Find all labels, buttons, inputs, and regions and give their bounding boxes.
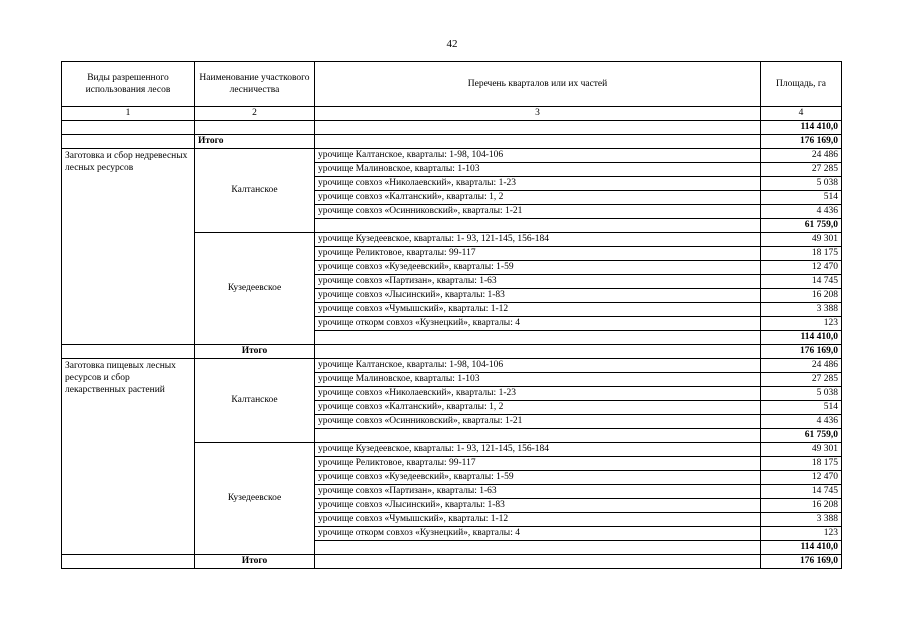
quarters-cell: урочище совхоз «Калтанский», кварталы: 1, 2 [315,401,761,415]
carry-total-row [62,121,842,135]
empty-cell [315,541,761,555]
column-number: 2 [195,107,315,121]
quarters-cell: урочище совхоз «Осинниковский», кварталы: 1-21 [315,415,761,429]
quarters-cell: урочище совхоз «Лысинский», кварталы: 1-83 [315,499,761,513]
area-cell: 123 [761,527,842,541]
itogo-row [62,345,842,359]
subtotal-value: 114 410,0 [761,541,842,555]
empty-cell [62,121,195,135]
empty-cell [315,429,761,443]
quarters-cell: урочище Кузедеевское, кварталы: 1- 93, 121-145, 156-184 [315,233,761,247]
quarters-cell: урочище совхоз «Чумышский», кварталы: 1-12 [315,303,761,317]
area-cell: 4 436 [761,415,842,429]
empty-cell [315,331,761,345]
quarters-cell: урочище Кузедеевское, кварталы: 1- 93, 121-145, 156-184 [315,443,761,457]
itogo-value: 176 169,0 [761,555,842,569]
forest-use-table [61,61,842,569]
area-cell: 24 486 [761,359,842,373]
district-cell: Калтанское [195,149,315,233]
area-cell: 5 038 [761,387,842,401]
area-cell: 123 [761,317,842,331]
quarters-cell: урочище совхоз «Партизан», кварталы: 1-63 [315,485,761,499]
empty-cell [315,555,761,569]
area-cell: 12 470 [761,261,842,275]
area-cell: 16 208 [761,289,842,303]
quarters-cell: урочище Реликтовое, кварталы: 99-117 [315,247,761,261]
use-type-cell: Заготовка пищевых лесных ресурсов и сбор лекарственных растений [62,359,195,555]
empty-cell [62,555,195,569]
empty-cell [315,121,761,135]
area-cell: 24 486 [761,149,842,163]
district-cell: Кузедеевское [195,443,315,555]
page-number: 42 [446,38,458,50]
empty-cell [315,219,761,233]
quarters-cell: урочище откорм совхоз «Кузнецкий», кварталы: 4 [315,317,761,331]
quarters-cell: урочище совхоз «Осинниковский», кварталы: 1-21 [315,205,761,219]
quarters-cell: урочище совхоз «Чумышский», кварталы: 1-12 [315,513,761,527]
table-row [62,149,842,163]
area-cell: 18 175 [761,247,842,261]
column-number: 1 [62,107,195,121]
area-cell: 12 470 [761,471,842,485]
subtotal-value: 61 759,0 [761,429,842,443]
empty-cell [195,121,315,135]
district-cell: Кузедеевское [195,233,315,345]
table-row [62,359,842,373]
subtotal-value: 114 410,0 [761,331,842,345]
table-body [62,62,842,569]
header-area: Площадь, га [761,62,842,107]
subtotal-value: 61 759,0 [761,219,842,233]
area-cell: 514 [761,401,842,415]
header-district: Наименование участкового лесничества [195,62,315,107]
itogo-value: 176 169,0 [761,135,842,149]
area-cell: 14 745 [761,275,842,289]
district-cell: Калтанское [195,359,315,443]
empty-cell [62,345,195,359]
quarters-cell: урочище Калтанское, кварталы: 1-98, 104-106 [315,359,761,373]
itogo-label: Итого [195,555,315,569]
quarters-cell: урочище откорм совхоз «Кузнецкий», кварталы: 4 [315,527,761,541]
quarters-cell: урочище совхоз «Николаевский», кварталы: 1-23 [315,177,761,191]
itogo-label: Итого [195,135,315,149]
column-numbers-row [62,107,842,121]
area-cell: 4 436 [761,205,842,219]
area-cell: 27 285 [761,373,842,387]
quarters-cell: урочище совхоз «Николаевский», кварталы: 1-23 [315,387,761,401]
quarters-cell: урочище совхоз «Кузедеевский», кварталы: 1-59 [315,471,761,485]
area-cell: 49 301 [761,443,842,457]
area-cell: 16 208 [761,499,842,513]
empty-cell [315,345,761,359]
quarters-cell: урочище совхоз «Партизан», кварталы: 1-63 [315,275,761,289]
header-quarters: Перечень кварталов или их частей [315,62,761,107]
area-cell: 14 745 [761,485,842,499]
column-number: 4 [761,107,842,121]
area-cell: 5 038 [761,177,842,191]
itogo-row [62,135,842,149]
empty-cell [62,135,195,149]
quarters-cell: урочище совхоз «Лысинский», кварталы: 1-83 [315,289,761,303]
empty-cell [315,135,761,149]
area-cell: 49 301 [761,233,842,247]
itogo-row [62,555,842,569]
area-cell: 514 [761,191,842,205]
area-cell: 27 285 [761,163,842,177]
area-cell: 18 175 [761,457,842,471]
quarters-cell: урочище Малиновское, кварталы: 1-103 [315,163,761,177]
header-row [62,62,842,107]
quarters-cell: урочище совхоз «Калтанский», кварталы: 1, 2 [315,191,761,205]
quarters-cell: урочище совхоз «Кузедеевский», кварталы: 1-59 [315,261,761,275]
column-number: 3 [315,107,761,121]
area-cell: 3 388 [761,303,842,317]
itogo-label: Итого [195,345,315,359]
quarters-cell: урочище Калтанское, кварталы: 1-98, 104-106 [315,149,761,163]
quarters-cell: урочище Реликтовое, кварталы: 99-117 [315,457,761,471]
itogo-value: 176 169,0 [761,345,842,359]
carry-total-value: 114 410,0 [761,121,842,135]
header-use: Виды разрешенного использования лесов [62,62,195,107]
area-cell: 3 388 [761,513,842,527]
quarters-cell: урочище Малиновское, кварталы: 1-103 [315,373,761,387]
use-type-cell: Заготовка и сбор недревесных лесных ресурсов [62,149,195,345]
